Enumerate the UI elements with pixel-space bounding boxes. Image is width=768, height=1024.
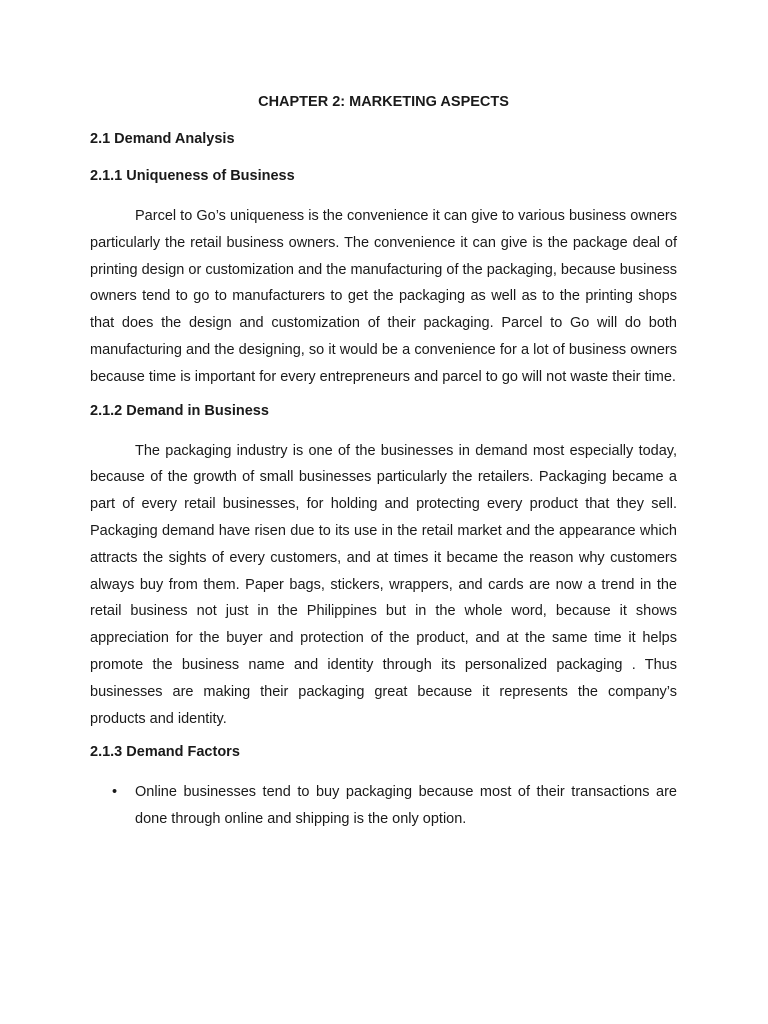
list-item-text: Online businesses tend to buy packaging because most of their transactions are done through online and shipping is the only option. — [135, 784, 677, 828]
chapter-title: CHAPTER 2: MARKETING ASPECTS — [258, 94, 509, 110]
section-heading-demand-factors: 2.1.3 Demand Factors — [90, 744, 240, 761]
paragraph-uniqueness: Parcel to Go’s uniqueness is the convenience it can give to various business owners particularly the retail business owners. The convenience it can give is the package deal of printing design or customization and the manufacturing of the packaging, because business owners tend to go to manufacturers to get the packaging as well as to the printing shops that does the design and customization of their packaging. Parcel to Go will do both manufacturing and the designing, so it would be a convenience for a lot of business owners because time is important for every entrepreneurs and parcel to go will not waste their time. — [90, 208, 677, 385]
bullet-icon: • — [112, 784, 118, 801]
document-page — [90, 92, 677, 833]
section-heading-uniqueness: 2.1.1 Uniqueness of Business — [90, 168, 295, 184]
paragraph-demand-in-business: The packaging industry is one of the businesses in demand most especially today, because of the growth of small businesses particularly the retailers. Packaging became a part of every retail businesses, for holding and protecting every product that they sell. Packaging demand have risen due to its use in the retail market and the appearance which attracts the sights of every customers, and at times it became the reason why customers always buy from them. Paper bags, stickers, wrappers, and cards are now a trend in the retail business not just in the Philippines but in the whole word, because it shows appreciation for the buyer and protection of the product, and at the same time it helps promote the business name and identity through its personalized packaging . Thus businesses are making their packaging great because it represents the company’s products and identity. — [90, 442, 677, 727]
section-heading-demand-analysis: 2.1 Demand Analysis — [90, 131, 235, 147]
demand-factors-list — [90, 779, 677, 833]
list-item — [90, 779, 677, 833]
section-heading-demand-in-business: 2.1.2 Demand in Business — [90, 402, 269, 419]
